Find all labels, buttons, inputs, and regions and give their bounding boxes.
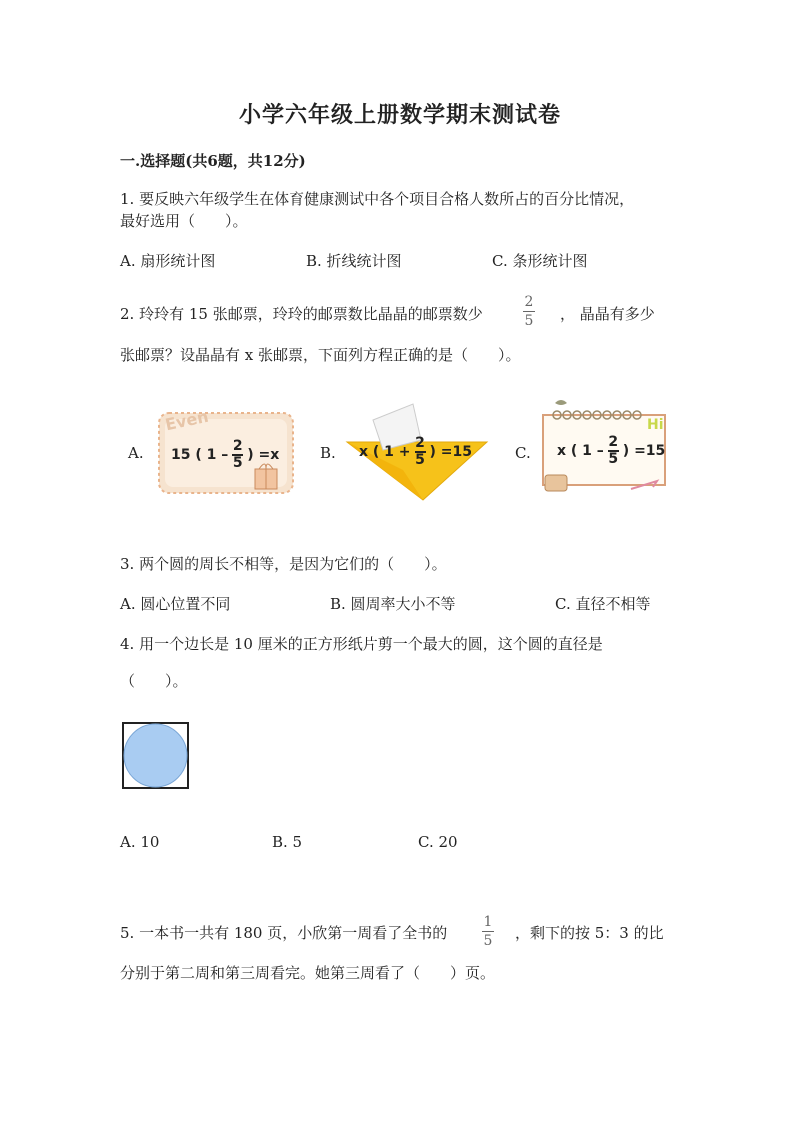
question-1-option-b[interactable]: B. 折线统计图 bbox=[306, 252, 402, 270]
note-decoration-text: Hi bbox=[647, 417, 664, 433]
option-a-equation bbox=[171, 439, 279, 471]
section-heading: 一.选择题(共6题，共12分) bbox=[120, 152, 306, 170]
equation-denominator: 5 bbox=[415, 452, 425, 468]
question-3-option-a[interactable]: A. 圆心位置不同 bbox=[120, 595, 231, 613]
question-1-option-a[interactable]: A. 扇形统计图 bbox=[120, 252, 216, 270]
question-2-line-2: 张邮票？设晶晶有 x 张邮票，下面列方程正确的是（ ）。 bbox=[120, 346, 521, 364]
square-circle-figure bbox=[122, 722, 190, 790]
equation-right: ) =15 bbox=[429, 444, 473, 460]
equation-numerator: 2 bbox=[608, 434, 619, 450]
equation-left: x ( 1 + bbox=[359, 444, 411, 460]
question-2-fraction bbox=[523, 294, 535, 329]
fraction-denominator: 5 bbox=[483, 933, 493, 949]
note-decoration-text: Even bbox=[163, 406, 211, 435]
question-3-option-b[interactable]: B. 圆周率大小不等 bbox=[330, 595, 456, 613]
question-5-line-2: 分别于第二周和第三周看完。她第三周看了（ ）页。 bbox=[120, 964, 496, 982]
fraction-denominator: 5 bbox=[524, 313, 534, 329]
option-b-equation bbox=[359, 436, 472, 468]
question-4-option-c[interactable]: C. 20 bbox=[418, 833, 458, 851]
equation-right: ) =15 bbox=[622, 443, 666, 459]
equation-left: x ( 1 – bbox=[557, 443, 604, 459]
question-1-option-c[interactable]: C. 条形统计图 bbox=[492, 252, 588, 270]
question-4-line-1: 4. 用一个边长是 10 厘米的正方形纸片剪一个最大的圆，这个圆的直径是 bbox=[120, 635, 603, 653]
question-1-line-2: 最好选用（ ）。 bbox=[120, 212, 248, 230]
question-4-option-a[interactable]: A. 10 bbox=[120, 833, 160, 851]
question-2-option-a-label[interactable]: A. bbox=[128, 444, 144, 462]
equation-right: ) =x bbox=[247, 447, 280, 463]
fraction-bar bbox=[482, 931, 494, 932]
question-2-option-b-label[interactable]: B. bbox=[320, 444, 336, 462]
fraction-bar bbox=[523, 311, 535, 312]
question-4-line-2: （ ）。 bbox=[120, 672, 188, 690]
question-3-line-1: 3. 两个圆的周长不相等，是因为它们的（ ）。 bbox=[120, 555, 447, 573]
question-2-line-1-end: ， 晶晶有多少 bbox=[560, 305, 655, 323]
question-3-option-c[interactable]: C. 直径不相等 bbox=[555, 595, 651, 613]
question-2-line-1: 2. 玲玲有 15 张邮票，玲玲的邮票数比晶晶的邮票数少 bbox=[120, 305, 483, 323]
option-b-note-image[interactable] bbox=[343, 400, 491, 504]
question-5-fraction bbox=[482, 914, 494, 949]
equation-denominator: 5 bbox=[232, 455, 243, 471]
question-2-option-c-label[interactable]: C. bbox=[515, 444, 531, 462]
question-5-line-1-end: ，剩下的按 5：3 的比 bbox=[515, 924, 664, 942]
option-a-note-image[interactable] bbox=[155, 407, 297, 497]
page-title: 小学六年级上册数学期末测试卷 bbox=[238, 102, 561, 128]
equation-numerator: 2 bbox=[415, 435, 425, 451]
question-1-line-1: 1. 要反映六年级学生在体育健康测试中各个项目合格人数所占的百分比情况， bbox=[120, 190, 635, 208]
fraction-numerator: 2 bbox=[524, 294, 534, 310]
equation-fraction bbox=[232, 439, 243, 471]
circle-in-square-icon bbox=[122, 722, 190, 790]
equation-fraction bbox=[415, 436, 426, 468]
question-5-line-1: 5. 一本书一共有 180 页，小欣第一周看了全书的 bbox=[120, 924, 448, 942]
equation-fraction bbox=[608, 435, 619, 467]
option-c-equation bbox=[557, 435, 665, 467]
equation-numerator: 2 bbox=[232, 438, 243, 454]
fraction-numerator: 1 bbox=[483, 914, 493, 930]
equation-denominator: 5 bbox=[608, 451, 619, 467]
equation-left: 15 ( 1 – bbox=[171, 447, 229, 463]
question-4-option-b[interactable]: B. 5 bbox=[272, 833, 303, 851]
option-c-note-image[interactable] bbox=[535, 397, 670, 507]
